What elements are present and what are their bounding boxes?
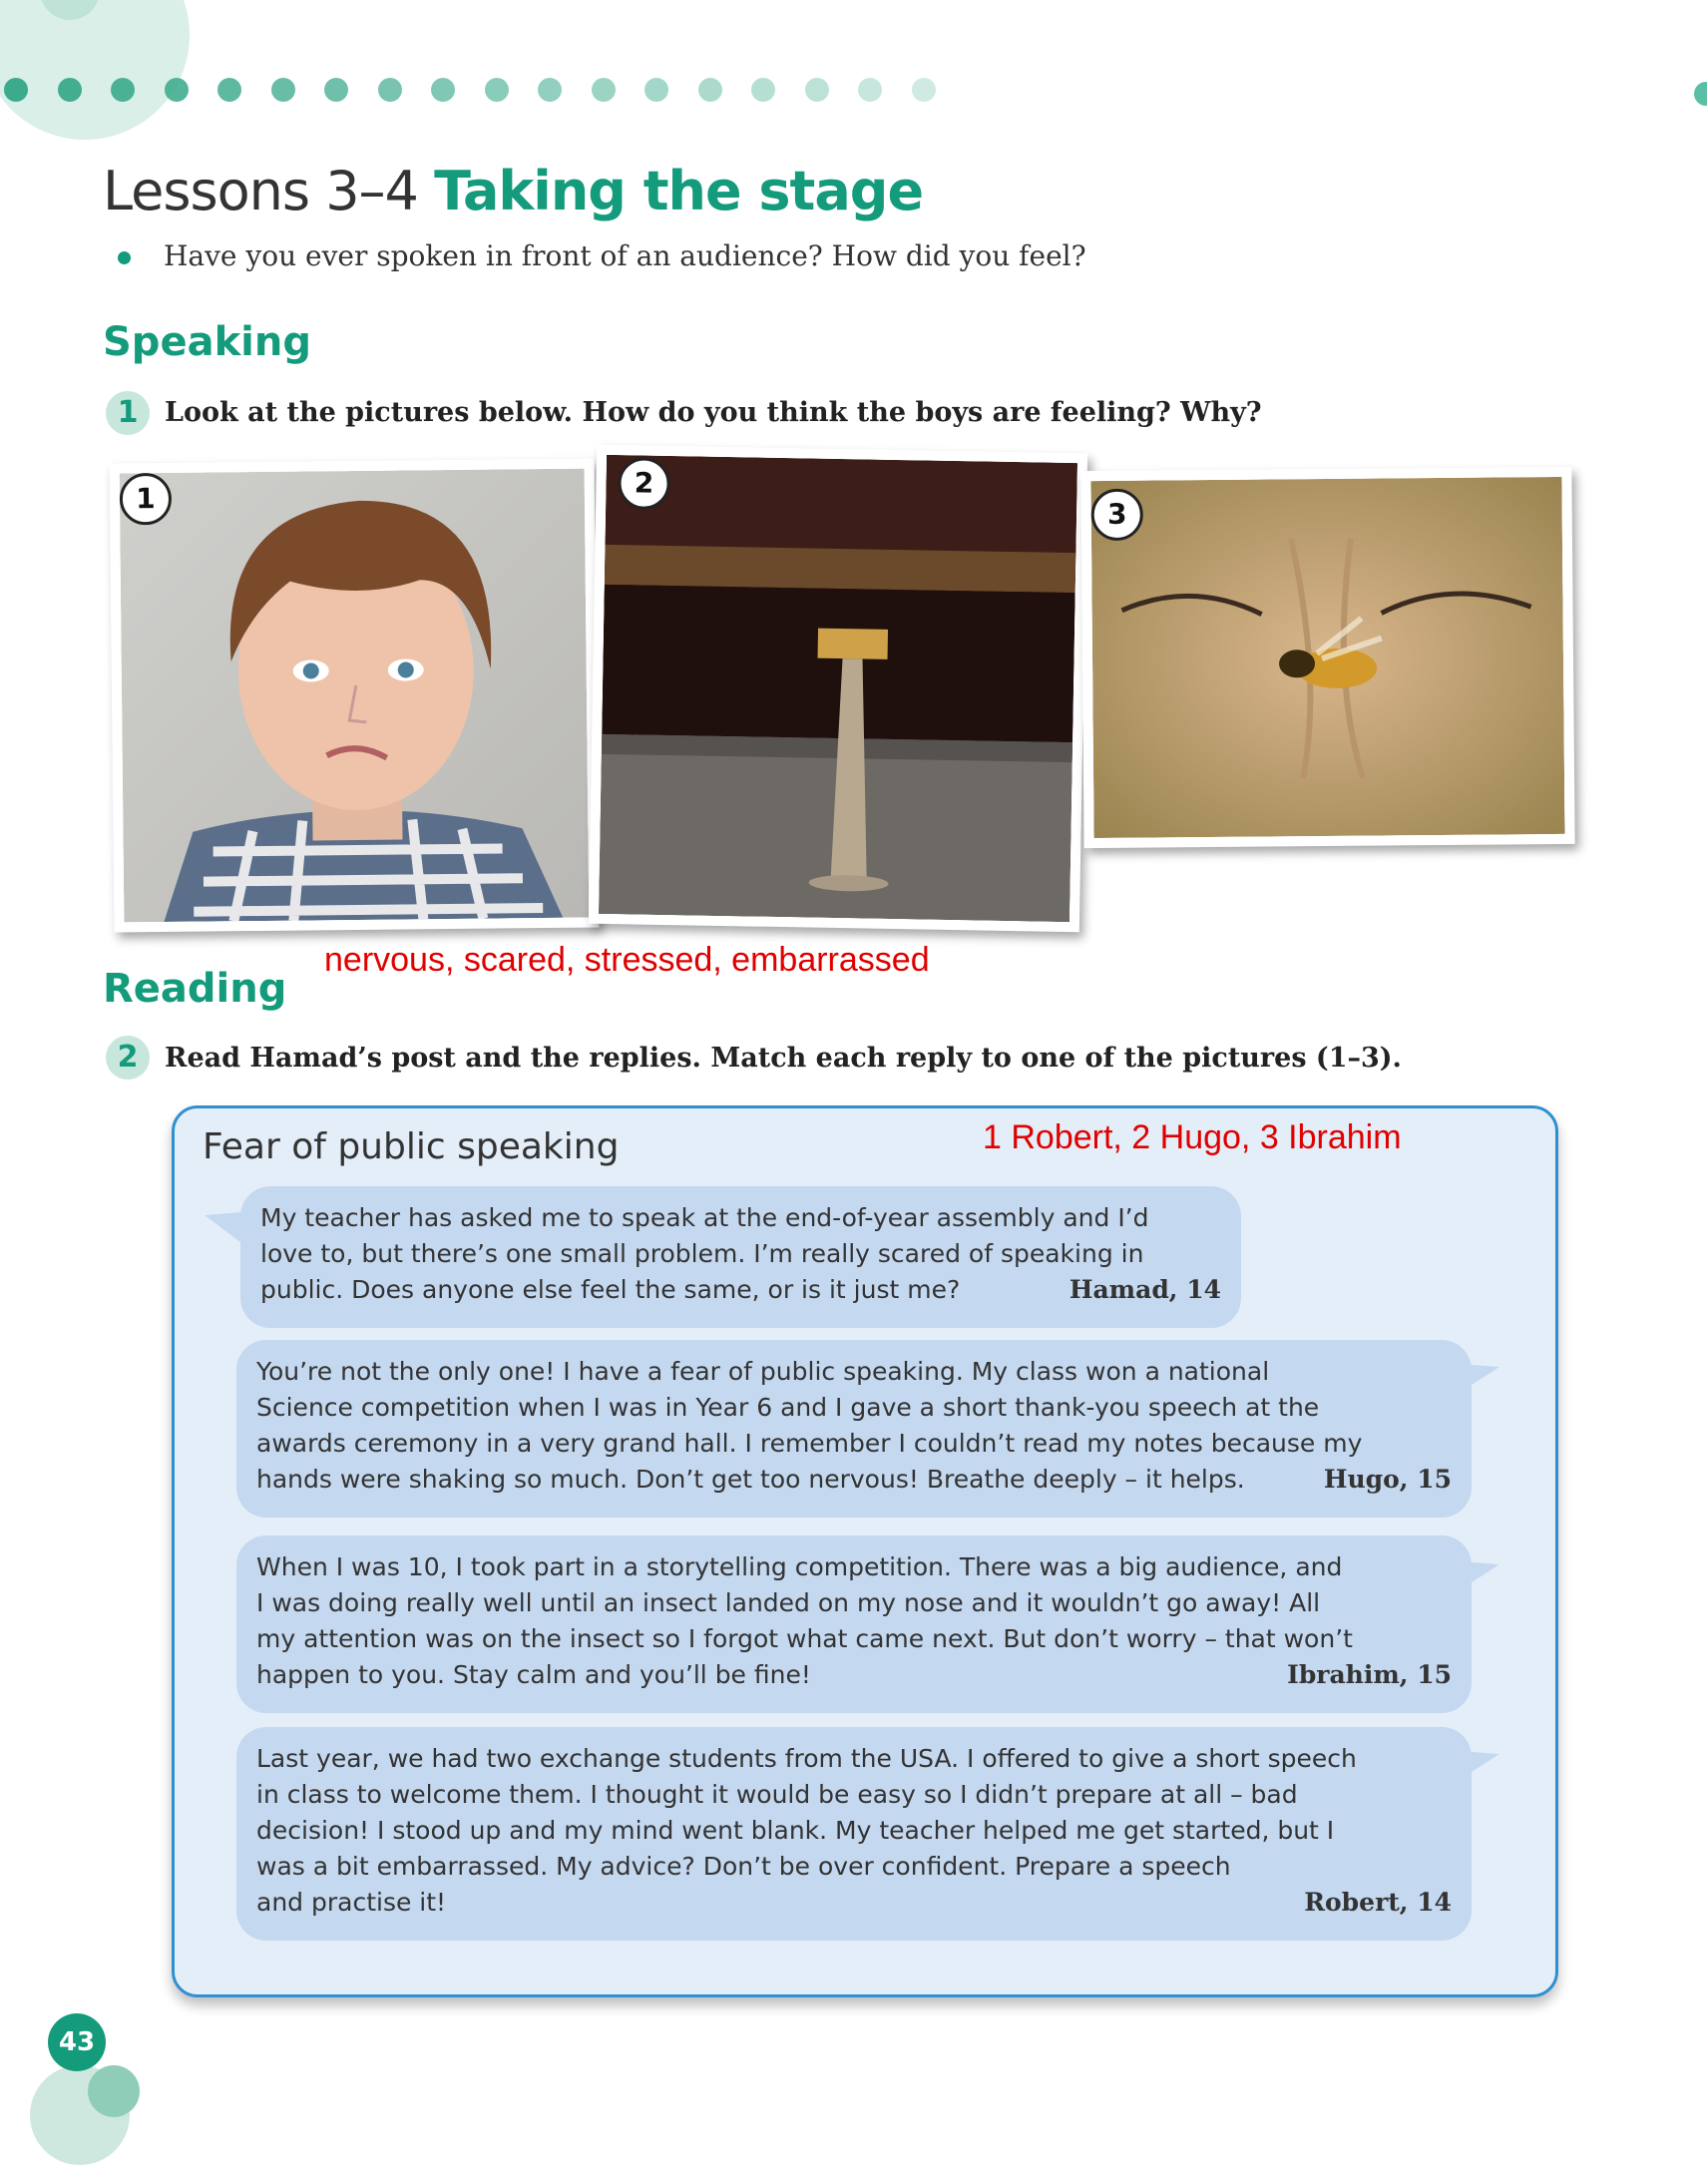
- post-line: was a bit embarrassed. My advice? Don’t be over confident. Prepare a speech: [256, 1852, 1231, 1881]
- boy-photo: [120, 469, 590, 923]
- post-last-line: [260, 1272, 1221, 1308]
- exercise-1-answer: nervous, scared, stressed, embarrassed: [324, 941, 930, 979]
- warmup-question: [120, 239, 1086, 272]
- post-line: hands were shaking so much. Don’t get too nervous! Breathe deeply – it helps.: [256, 1465, 1245, 1494]
- decorative-dot: [378, 78, 402, 102]
- decorative-dot: [912, 78, 936, 102]
- post-line: Science competition when I was in Year 6 and I gave a short thank-you speech at the: [256, 1393, 1320, 1422]
- decorative-dot: [698, 78, 722, 102]
- post-last-line: [256, 1657, 1452, 1693]
- exercise-2-number: 2: [106, 1036, 150, 1080]
- post-line: You’re not the only one! I have a fear of public speaking. My class won a national: [256, 1357, 1270, 1386]
- picture-3: [1080, 467, 1574, 848]
- post-line: decision! I stood up and my mind went blank. My teacher helped me get started, but I: [256, 1816, 1335, 1845]
- exercise-2-instruction: Read Hamad’s post and the replies. Match each reply to one of the pictures (1–3).: [165, 1043, 1402, 1074]
- decorative-dot: [4, 78, 28, 102]
- right-edge-dot: [1694, 82, 1707, 106]
- post-line: public. Does anyone else feel the same, or is it just me?: [260, 1275, 961, 1304]
- post-author: Hamad, 14: [1068, 1275, 1221, 1304]
- decorative-dot: [111, 78, 135, 102]
- page-title: [103, 160, 923, 222]
- decorative-dot: [751, 78, 775, 102]
- post-line: happen to you. Stay calm and you’ll be fine!: [256, 1660, 811, 1689]
- speaking-heading: Speaking: [103, 319, 311, 365]
- picture-1: [110, 458, 600, 932]
- picture-1-badge: 1: [120, 473, 173, 526]
- picture-3-badge: 3: [1091, 489, 1143, 541]
- warmup-question-text: Have you ever spoken in front of an audience? How did you feel?: [164, 239, 1086, 272]
- title-lessons: Lessons 3–4: [103, 160, 418, 222]
- post-line: and practise it!: [256, 1888, 447, 1917]
- decorative-dot: [58, 78, 82, 102]
- post-last-line: [256, 1462, 1452, 1498]
- page-number: 43: [48, 2013, 106, 2071]
- forum-title: Fear of public speaking: [203, 1126, 620, 1167]
- post-hugo: [236, 1340, 1472, 1518]
- post-line: Last year, we had two exchange students from the USA. I offered to give a short speech: [256, 1744, 1357, 1773]
- stage-photo: [599, 455, 1077, 922]
- decorative-dot: [805, 78, 829, 102]
- exercise-2-answer: 1 Robert, 2 Hugo, 3 Ibrahim: [983, 1118, 1402, 1156]
- post-line: in class to welcome them. I thought it would be easy so I didn’t prepare at all – bad: [256, 1780, 1298, 1809]
- post-line: my attention was on the insect so I forgot what came next. But don’t worry – that won’t: [256, 1624, 1353, 1653]
- footer-decoration-small: [88, 2065, 140, 2117]
- post-author: Robert, 14: [1304, 1888, 1452, 1917]
- post-ibrahim: [236, 1535, 1472, 1713]
- decorative-dot: [431, 78, 455, 102]
- post-line: When I was 10, I took part in a storytelling competition. There was a big audience, and: [256, 1552, 1343, 1581]
- forum-panel: [172, 1105, 1558, 1997]
- decorative-dot: [324, 78, 348, 102]
- insect-photo: [1090, 477, 1564, 838]
- picture-2-badge: 2: [618, 457, 670, 510]
- post-author: Hugo, 15: [1323, 1465, 1452, 1494]
- post-last-line: [256, 1885, 1452, 1921]
- post-author: Ibrahim, 15: [1287, 1660, 1452, 1689]
- exercise-1-instruction: Look at the pictures below. How do you think the boys are feeling? Why?: [165, 397, 1262, 428]
- post-line: awards ceremony in a very grand hall. I remember I couldn’t read my notes because my: [256, 1429, 1363, 1458]
- post-line: I was doing really well until an insect landed on my nose and it wouldn’t go away! All: [256, 1588, 1321, 1617]
- post-robert: [236, 1727, 1472, 1941]
- picture-2: [589, 445, 1087, 933]
- post-line: love to, but there’s one small problem. I’m really scared of speaking in: [260, 1239, 1144, 1268]
- title-topic: Taking the stage: [434, 160, 924, 222]
- decorative-dot: [538, 78, 562, 102]
- bullet-icon: [118, 251, 131, 264]
- decorative-dot: [271, 78, 295, 102]
- decorative-dot: [217, 78, 241, 102]
- decorative-dot: [644, 78, 668, 102]
- decorative-dot: [165, 78, 189, 102]
- exercise-1-number: 1: [106, 391, 150, 435]
- decorative-dot: [485, 78, 509, 102]
- decorative-dot: [592, 78, 616, 102]
- post-hamad: [240, 1186, 1241, 1328]
- post-line: My teacher has asked me to speak at the end-of-year assembly and I’d: [260, 1203, 1149, 1232]
- decorative-dot: [858, 78, 882, 102]
- reading-heading: Reading: [103, 966, 287, 1012]
